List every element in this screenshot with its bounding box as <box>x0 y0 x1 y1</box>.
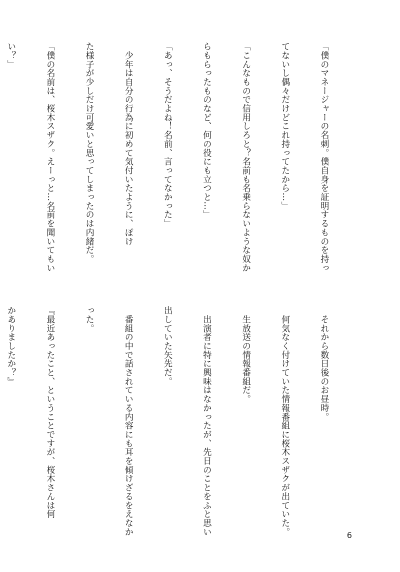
page-number: 6 <box>346 531 352 540</box>
text-line: 「あっ、そうだよね！名前、言ってなかった」 <box>162 42 173 228</box>
text-line: い？」 <box>5 42 16 69</box>
text-line: 番組の中で話されている内容にも耳を傾けざるをえなか <box>123 306 134 537</box>
text-block-bottom <box>5 306 356 537</box>
text-line: 「僕の名前は、桜木スザク。えーっと…名前を聞いてもい <box>44 42 55 273</box>
text-line: てないし偶々だけどこれ持ってたから…」 <box>279 42 290 211</box>
text-line: かありましたか？』 <box>5 306 16 386</box>
text-line: 生放送の情報番組だ。 <box>240 306 251 404</box>
text-line: 少年は自分の行為に初めて気付いたように、ぽけ <box>123 42 134 246</box>
text-line: った。 <box>84 306 95 333</box>
text-line: 出演者に特に興味はなかったが、先日のことをふと思い <box>201 306 212 537</box>
text-line: らもらったものなど、何の役にも立つと…」 <box>201 42 212 219</box>
text-line: それから数日後のお昼時。 <box>318 306 329 422</box>
text-line: 何気なく付けていた情報番組に桜木スザクが出ていた。 <box>279 306 290 537</box>
text-line: た様子が少しだけ可愛いと思ってしまったのは内緒だ。 <box>84 42 95 264</box>
text-line: 出していた矢先だ。 <box>162 306 173 386</box>
text-line: 「僕のマネージャーの名刺。僕自身を証明するものを持っ <box>318 42 329 273</box>
text-line: 『最近あったこと、ということですが、桜木さんは何 <box>44 306 55 519</box>
text-line: 「こんなもので信用しろと？名前も名乗らないような奴か <box>240 42 251 273</box>
text-block-top <box>5 42 356 298</box>
